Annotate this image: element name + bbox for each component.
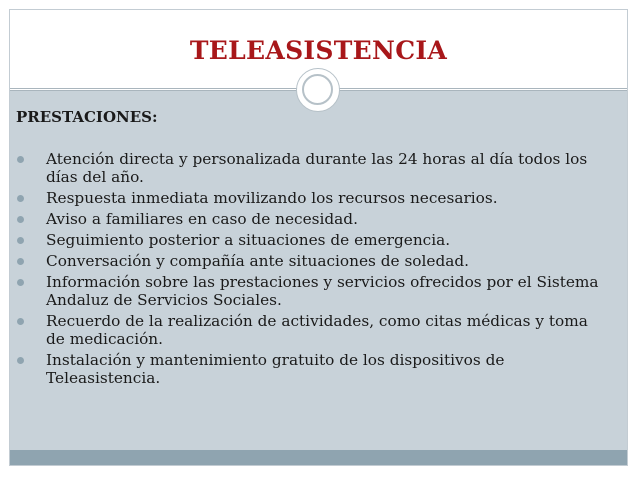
list-item-text: Recuerdo de la realización de actividades, como citas médicas y toma de medicación. [46,312,588,348]
slide-title: TELEASISTENCIA [189,36,448,65]
bullet-icon [17,216,24,223]
list-item [16,189,606,207]
list-item-text: Aviso a familiares en caso de necesidad. [46,210,358,228]
circle-ornament-inner [302,74,333,105]
bullet-icon [17,279,24,286]
list-item [16,351,606,387]
section-heading: PRESTACIONES: [16,108,158,126]
list-item-text: Conversación y compañía ante situaciones de soledad. [46,252,470,270]
footer-band [10,450,627,465]
list-item-text: Información sobre las prestaciones y servicios ofrecidos por el Sistema Andaluz de Servicios Sociales. [46,273,599,309]
bullet-icon [17,258,24,265]
bullet-icon [17,156,24,163]
list-item [16,273,606,309]
list-item [16,312,606,348]
list-item [16,252,606,270]
list-item [16,231,606,249]
bullet-list [16,150,606,390]
list-item-text: Atención directa y personalizada durante las 24 horas al día todos los días del año. [46,150,588,186]
bullet-icon [17,318,24,325]
bullet-icon [17,357,24,364]
circle-ornament-icon [296,68,340,112]
list-item [16,150,606,186]
list-item-text: Instalación y mantenimiento gratuito de los dispositivos de Teleasistencia. [46,351,505,387]
bullet-icon [17,237,24,244]
bullet-icon [17,195,24,202]
list-item-text: Seguimiento posterior a situaciones de emergencia. [46,231,451,249]
list-item [16,210,606,228]
list-item-text: Respuesta inmediata movilizando los recursos necesarios. [46,189,498,207]
